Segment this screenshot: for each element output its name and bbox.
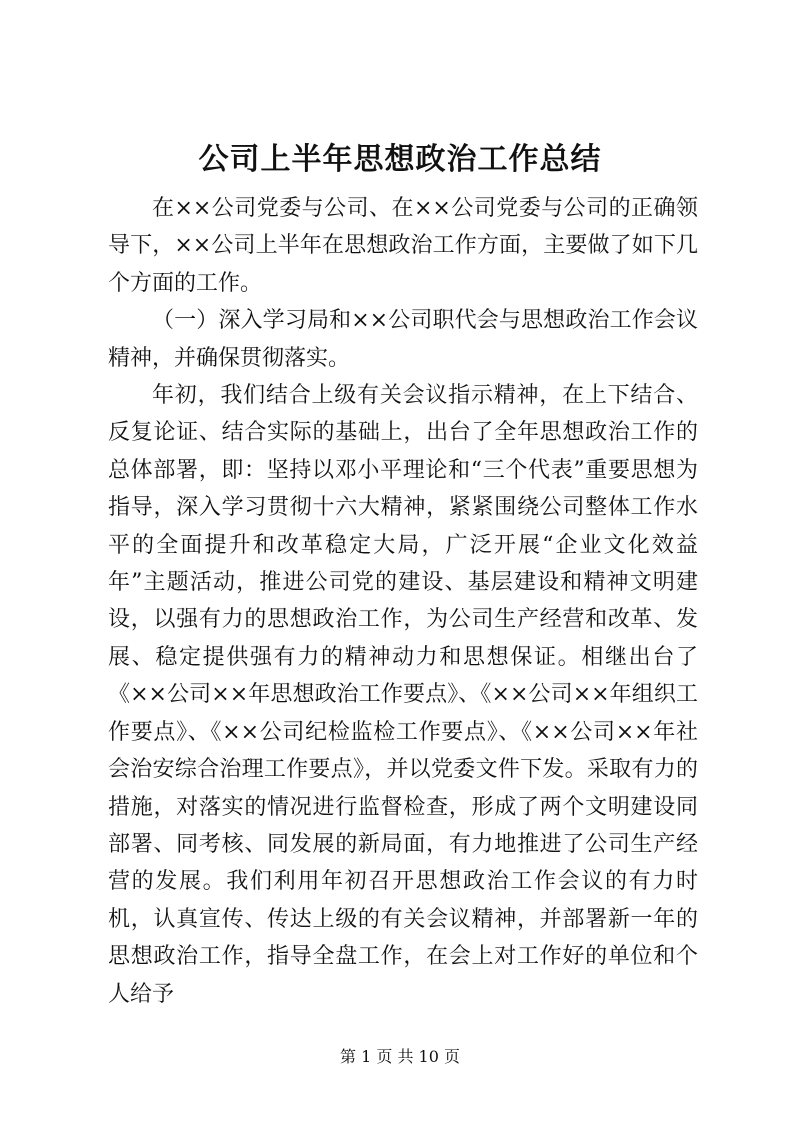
document-body (108, 190, 698, 1013)
document-title: 公司上半年思想政治工作总结 (198, 142, 602, 177)
paragraph-intro: 在××公司党委与公司、在××公司党委与公司的正确领导下，××公司上半年在思想政治工作方面，主要做了如下几个方面的工作。 (108, 196, 698, 296)
paragraph-main-content: 年初，我们结合上级有关会议指示精神，在上下结合、反复论证、结合实际的基础上，出台了全年思想政治工作的总体部署，即：坚持以邓小平理论和“三个代表”重要思想为指导，深入学习贯彻十六大精神，紧紧围绕公司整体工作水平的全面提升和改革稳定大局，广泛开展“企业文化效益年”主题活动，推进公司党的建设、基层建设和精神文明建设，以强有力的思想政治工作，为公司生产经营和改革、发展、稳定提供强有力的精神动力和思想保证。相继出台了《××公司××年思想政治工作要点》、《××公司××年组织工作要点》、《××公司纪检监检工作要点》、《××公司××年社会治安综合治理工作要点》，并以党委文件下发。采取有力的措施，对落实的情况进行监督检查，形成了两个文明建设同部署、同考核、同发展的新局面，有力地推进了公司生产经营的发展。我们利用年初召开思想政治工作会议的有力时机，认真宣传、传达上级的有关会议精神，并部署新一年的思想政治工作，指导全盘工作，在会上对工作好的单位和个人给予 (108, 383, 698, 1007)
page-footer: 第 1 页 共 10 页 (340, 1047, 460, 1066)
paragraph-section-heading: （一）深入学习局和××公司职代会与思想政治工作会议精神，并确保贯彻落实。 (108, 308, 698, 371)
